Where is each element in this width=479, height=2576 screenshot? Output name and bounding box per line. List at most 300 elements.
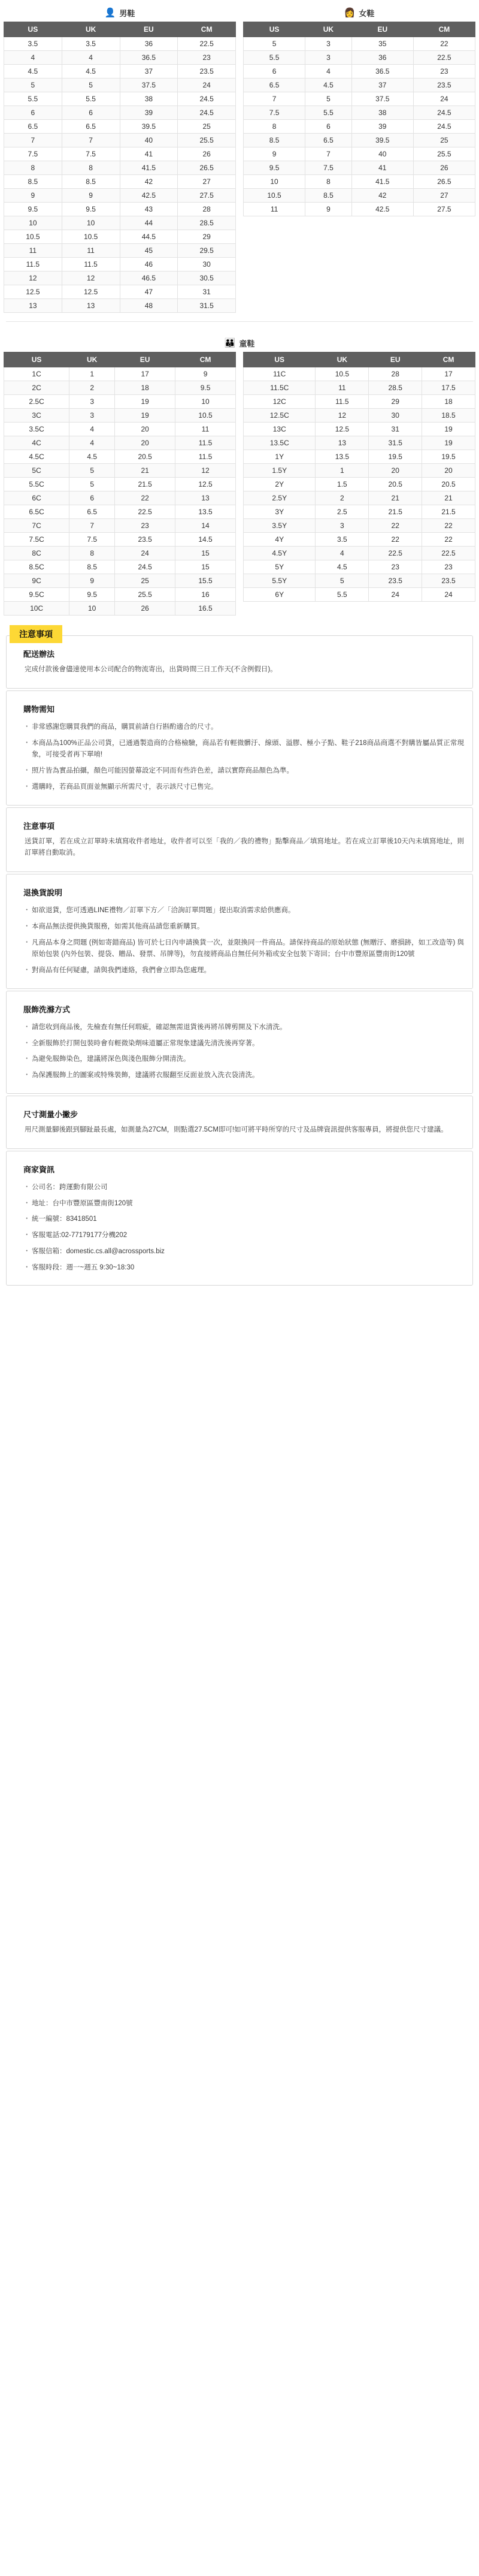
table-cell: 11.5 xyxy=(175,436,236,450)
col-us: US xyxy=(244,352,316,367)
table-cell: 10 xyxy=(4,216,62,230)
table-cell: 7C xyxy=(4,519,69,533)
table-row xyxy=(4,79,236,92)
womens-size-rows xyxy=(244,37,475,216)
table-cell: 20.5 xyxy=(422,478,475,491)
table-cell: 6 xyxy=(244,65,305,79)
kids-size-table-right xyxy=(243,352,475,602)
size-block-mens-womens xyxy=(0,0,479,313)
table-cell: 20 xyxy=(115,423,175,436)
table-cell: 22 xyxy=(369,519,422,533)
list-item: ・ 請您收到商品後，先檢查有無任何瑕疵，確認無需退貨後再將吊牌剪開及下水清洗。 xyxy=(25,1022,464,1034)
mens-size-table-wrap xyxy=(0,2,240,313)
table-cell: 1 xyxy=(316,464,369,478)
table-cell: 46 xyxy=(120,258,178,272)
table-cell: 26 xyxy=(178,147,236,161)
table-cell: 42 xyxy=(120,175,178,189)
table-cell: 13 xyxy=(316,436,369,450)
table-row xyxy=(4,602,236,616)
table-cell: 12 xyxy=(316,409,369,423)
table-cell: 10.5 xyxy=(316,367,369,381)
list-item: ・ 為保護服飾上的圖案或特殊裝飾，建議將衣服翻至反面並放入洗衣袋清洗。 xyxy=(25,1070,464,1082)
kids-size-table-left xyxy=(4,352,236,616)
table-cell: 23.5 xyxy=(369,574,422,588)
table-cell: 6.5 xyxy=(62,120,120,134)
table-cell: 44.5 xyxy=(120,230,178,244)
table-cell: 10.5 xyxy=(175,409,236,423)
table-cell: 15 xyxy=(175,560,236,574)
table-cell: 8 xyxy=(305,175,352,189)
table-cell: 44 xyxy=(120,216,178,230)
table-cell: 10 xyxy=(62,216,120,230)
table-cell: 6 xyxy=(305,120,352,134)
table-row xyxy=(4,588,236,602)
table-row xyxy=(244,189,475,203)
table-cell: 8.5 xyxy=(69,560,115,574)
table-cell: 7.5C xyxy=(4,533,69,547)
table-cell: 14 xyxy=(175,519,236,533)
male-figure-icon: 👤 xyxy=(104,7,116,18)
table-cell: 23.5 xyxy=(422,574,475,588)
col-eu: EU xyxy=(351,22,413,37)
list-item: ・ 公司名：跨運動有限公司 xyxy=(25,1182,464,1194)
table-row xyxy=(4,381,236,395)
table-row xyxy=(4,175,236,189)
table-cell: 24.5 xyxy=(413,120,475,134)
table-cell: 8.5 xyxy=(62,175,120,189)
table-cell: 12.5 xyxy=(175,478,236,491)
table-cell: 19 xyxy=(422,436,475,450)
table-cell: 7.5 xyxy=(4,147,62,161)
kids-size-rows-left xyxy=(4,367,236,616)
table-cell: 41 xyxy=(120,147,178,161)
table-row xyxy=(4,216,236,230)
table-cell: 7 xyxy=(69,519,115,533)
table-cell: 24 xyxy=(422,588,475,602)
table-cell: 5 xyxy=(62,79,120,92)
table-cell: 6.5 xyxy=(244,79,305,92)
table-cell: 9.5 xyxy=(175,381,236,395)
table-row xyxy=(4,491,236,505)
list-item: ・ 對商品有任何疑慮，請與我們連絡，我們會立即為您處理。 xyxy=(25,965,464,977)
table-cell: 22.5 xyxy=(369,547,422,560)
table-cell: 3Y xyxy=(244,505,316,519)
table-row xyxy=(244,37,475,51)
table-row xyxy=(4,65,236,79)
table-cell: 24 xyxy=(115,547,175,560)
table-row xyxy=(4,519,236,533)
table-row xyxy=(4,106,236,120)
table-cell: 21 xyxy=(422,491,475,505)
table-cell: 7.5 xyxy=(305,161,352,175)
table-cell: 19 xyxy=(115,395,175,409)
col-us: US xyxy=(244,22,305,37)
table-row xyxy=(4,272,236,285)
table-cell: 1.5 xyxy=(316,478,369,491)
table-cell: 27 xyxy=(178,175,236,189)
table-cell: 20.5 xyxy=(369,478,422,491)
table-cell: 3.5C xyxy=(4,423,69,436)
table-cell: 28.5 xyxy=(178,216,236,230)
table-header-row xyxy=(244,352,475,367)
table-cell: 2C xyxy=(4,381,69,395)
note-group-title: 注意事項 xyxy=(19,820,59,831)
mens-header xyxy=(4,5,236,20)
table-cell: 11.5 xyxy=(62,258,120,272)
table-cell: 27.5 xyxy=(178,189,236,203)
note-group-title: 商家資訊 xyxy=(19,1163,59,1175)
table-cell: 22 xyxy=(115,491,175,505)
table-cell: 1Y xyxy=(244,450,316,464)
table-cell: 24 xyxy=(413,92,475,106)
table-cell: 8.5C xyxy=(4,560,69,574)
table-row xyxy=(4,574,236,588)
womens-header xyxy=(243,5,475,20)
note-group xyxy=(6,1096,473,1149)
note-list xyxy=(15,1182,464,1274)
table-cell: 12.5C xyxy=(244,409,316,423)
table-cell: 3.5 xyxy=(4,37,62,51)
table-cell: 10 xyxy=(69,602,115,616)
table-cell: 6.5C xyxy=(4,505,69,519)
table-cell: 7.5 xyxy=(244,106,305,120)
table-cell: 6.5 xyxy=(4,120,62,134)
table-cell: 17.5 xyxy=(422,381,475,395)
note-text: 送貨訂單，若在成立訂單時未填寫收件者地址，收件者可以至「我的／我的禮物」點擊商品／填寫地址。若在成立訂單後10天內未填寫地址，則訂單將自動取消。 xyxy=(25,837,464,857)
table-cell: 26.5 xyxy=(413,175,475,189)
kids-size-rows-right xyxy=(244,367,475,602)
table-cell: 9.5 xyxy=(69,588,115,602)
table-row xyxy=(244,423,475,436)
table-cell: 25.5 xyxy=(178,134,236,147)
table-row xyxy=(244,450,475,464)
table-cell: 4 xyxy=(69,436,115,450)
table-cell: 22.5 xyxy=(413,51,475,65)
table-row xyxy=(244,175,475,189)
table-row xyxy=(4,147,236,161)
table-header-row xyxy=(244,22,475,37)
note-group xyxy=(6,874,473,989)
table-cell: 22.5 xyxy=(115,505,175,519)
list-item: ・ 客服電話:02-77179177分機202 xyxy=(25,1230,464,1242)
table-cell: 21 xyxy=(115,464,175,478)
table-row xyxy=(4,51,236,65)
table-row xyxy=(4,505,236,519)
table-cell: 3 xyxy=(316,519,369,533)
table-cell: 31 xyxy=(369,423,422,436)
table-row xyxy=(4,367,236,381)
table-cell: 6 xyxy=(62,106,120,120)
table-cell: 22 xyxy=(422,533,475,547)
col-cm: CM xyxy=(178,22,236,37)
mens-size-rows xyxy=(4,37,236,313)
table-row xyxy=(244,161,475,175)
table-cell: 5.5C xyxy=(4,478,69,491)
table-cell: 22 xyxy=(413,37,475,51)
note-text: 完成付款後會儘速使用本公司配合的物流寄出，出貨時間三日工作天(不含例假日)。 xyxy=(25,666,277,673)
table-cell: 7 xyxy=(305,147,352,161)
table-cell: 5.5 xyxy=(244,51,305,65)
table-cell: 30.5 xyxy=(178,272,236,285)
table-cell: 41.5 xyxy=(120,161,178,175)
table-cell: 24.5 xyxy=(413,106,475,120)
table-cell: 6 xyxy=(69,491,115,505)
table-cell: 10.5 xyxy=(62,230,120,244)
table-cell: 19 xyxy=(115,409,175,423)
table-cell: 18 xyxy=(422,395,475,409)
womens-size-table xyxy=(243,22,475,216)
table-cell: 2.5Y xyxy=(244,491,316,505)
table-cell: 18.5 xyxy=(422,409,475,423)
list-item: ・ 統一編號：83418501 xyxy=(25,1214,464,1226)
table-row xyxy=(244,395,475,409)
list-item: ・ 地址：台中市豐原區豐南街120號 xyxy=(25,1198,464,1210)
list-item: ・ 全新服飾於打開包裝時會有輕微染劑味道屬正常現象建議先清洗後再穿著。 xyxy=(25,1038,464,1050)
table-cell: 4 xyxy=(69,423,115,436)
table-cell: 39.5 xyxy=(351,134,413,147)
table-cell: 42.5 xyxy=(120,189,178,203)
kids-size-table-right-wrap xyxy=(240,352,479,616)
table-row xyxy=(244,79,475,92)
notes-section xyxy=(0,616,479,1286)
table-cell: 30 xyxy=(178,258,236,272)
table-cell: 6C xyxy=(4,491,69,505)
table-cell: 10 xyxy=(244,175,305,189)
table-cell: 13C xyxy=(244,423,316,436)
table-cell: 5 xyxy=(4,79,62,92)
table-row xyxy=(4,161,236,175)
table-cell: 7 xyxy=(4,134,62,147)
table-cell: 13 xyxy=(62,299,120,313)
table-row xyxy=(244,560,475,574)
col-uk: UK xyxy=(69,352,115,367)
table-cell: 38 xyxy=(351,106,413,120)
table-cell: 41.5 xyxy=(351,175,413,189)
col-us: US xyxy=(4,22,62,37)
list-item: ・ 凡商品本身之問題 (例如寄錯商品) 皆可於七日內申請換貨一次，並限換同一件商品。請保持商品的原始狀態 (無贈汙、磨損跡，如工改造等) 與原始包裝 (內外包裝、提袋、贈品、發票、吊牌等)，勿直接將商品自無任何外箱或安全包裝下寄回；台中市豐原區豐南街120號 xyxy=(25,937,464,961)
table-cell: 48 xyxy=(120,299,178,313)
table-cell: 2.5 xyxy=(316,505,369,519)
table-cell: 31.5 xyxy=(369,436,422,450)
list-item: ・ 非常感謝您購買我們的商品，購買前請自行斟酌適合的尺寸。 xyxy=(25,722,464,734)
table-cell: 8 xyxy=(69,547,115,560)
table-cell: 23 xyxy=(178,51,236,65)
table-cell: 5C xyxy=(4,464,69,478)
table-cell: 5 xyxy=(305,92,352,106)
table-cell: 8 xyxy=(62,161,120,175)
table-cell: 28 xyxy=(178,203,236,216)
table-cell: 8 xyxy=(244,120,305,134)
note-group-title: 退換貨說明 xyxy=(19,886,67,898)
table-row xyxy=(244,120,475,134)
table-cell: 1C xyxy=(4,367,69,381)
table-row xyxy=(4,395,236,409)
table-row xyxy=(244,505,475,519)
table-cell: 11.5 xyxy=(4,258,62,272)
note-group-title: 服飾洗滌方式 xyxy=(19,1003,75,1015)
table-cell: 29 xyxy=(369,395,422,409)
table-cell: 8C xyxy=(4,547,69,560)
table-cell: 45 xyxy=(120,244,178,258)
table-cell: 40 xyxy=(120,134,178,147)
table-row xyxy=(244,409,475,423)
table-row xyxy=(244,106,475,120)
note-group xyxy=(6,690,473,806)
table-cell: 15.5 xyxy=(175,574,236,588)
list-item: ・ 本商品為100%正品公司貨，已通過製造商的合格檢驗，商品若有輕微髒汙、線頭、溢膠、極小子點、鞋子218商品商選不對購皆屬品質正常現象，可接受者再下單唷! xyxy=(25,738,464,762)
table-cell: 4.5 xyxy=(316,560,369,574)
table-cell: 9 xyxy=(62,189,120,203)
notes-groups xyxy=(6,635,473,1286)
table-cell: 9 xyxy=(69,574,115,588)
note-text: 用尺測量腳後跟到腳趾最長處，如測量為27CM，則點選27.5CM即可!如可將平時所穿的尺寸及品牌資訊提供客服專員，將提供您尺寸建議。 xyxy=(25,1126,448,1134)
table-row xyxy=(244,147,475,161)
table-cell: 22 xyxy=(422,519,475,533)
table-cell: 4 xyxy=(62,51,120,65)
table-cell: 9.5 xyxy=(62,203,120,216)
table-cell: 5 xyxy=(316,574,369,588)
table-row xyxy=(244,367,475,381)
mens-size-table xyxy=(4,22,236,313)
table-cell: 5Y xyxy=(244,560,316,574)
table-row xyxy=(244,381,475,395)
table-cell: 20.5 xyxy=(115,450,175,464)
womens-label: 女鞋 xyxy=(359,8,375,18)
table-cell: 12C xyxy=(244,395,316,409)
list-item: ・ 本商品無法提供換貨服務，如需其他商品請您重新購買。 xyxy=(25,921,464,933)
table-cell: 23 xyxy=(413,65,475,79)
table-cell: 22.5 xyxy=(178,37,236,51)
table-cell: 39 xyxy=(120,106,178,120)
table-cell: 11.5C xyxy=(244,381,316,395)
note-group xyxy=(6,1151,473,1286)
table-cell: 22.5 xyxy=(422,547,475,560)
table-cell: 3 xyxy=(305,51,352,65)
note-group-title: 購物需知 xyxy=(19,703,59,714)
table-cell: 5.5 xyxy=(4,92,62,106)
table-cell: 38 xyxy=(120,92,178,106)
table-cell: 1.5Y xyxy=(244,464,316,478)
list-item: ・ 如欲退貨，您可透過LINE禮物／訂單下方／「洽詢訂單問題」提出取消需求給供應商。 xyxy=(25,905,464,917)
table-cell: 4 xyxy=(305,65,352,79)
table-cell: 4Y xyxy=(244,533,316,547)
table-cell: 11 xyxy=(62,244,120,258)
note-group-title: 配送辦法 xyxy=(19,648,59,659)
table-cell: 13 xyxy=(4,299,62,313)
table-cell: 25 xyxy=(178,120,236,134)
col-eu: EU xyxy=(115,352,175,367)
table-row xyxy=(244,436,475,450)
table-cell: 8.5 xyxy=(305,189,352,203)
table-cell: 8 xyxy=(4,161,62,175)
table-cell: 15 xyxy=(175,547,236,560)
table-cell: 10 xyxy=(175,395,236,409)
table-row xyxy=(244,478,475,491)
list-item: ・ 為避免服飾染色，建議將深色與淺色服飾分開清洗。 xyxy=(25,1054,464,1066)
table-cell: 43 xyxy=(120,203,178,216)
table-cell: 20 xyxy=(422,464,475,478)
table-cell: 31.5 xyxy=(178,299,236,313)
table-cell: 11 xyxy=(316,381,369,395)
table-cell: 24.5 xyxy=(178,92,236,106)
col-cm: CM xyxy=(422,352,475,367)
table-row xyxy=(244,51,475,65)
table-cell: 12 xyxy=(62,272,120,285)
table-cell: 10C xyxy=(4,602,69,616)
note-group-title: 尺寸測量小撇步 xyxy=(19,1108,83,1120)
table-cell: 3 xyxy=(69,409,115,423)
table-cell: 7.5 xyxy=(69,533,115,547)
table-cell: 21.5 xyxy=(369,505,422,519)
list-item: ・ 客服信箱：domestic.cs.all@acrossports.biz xyxy=(25,1246,464,1258)
table-cell: 11 xyxy=(175,423,236,436)
table-cell: 9 xyxy=(305,203,352,216)
note-group xyxy=(6,807,473,873)
table-cell: 25 xyxy=(115,574,175,588)
table-cell: 6.5 xyxy=(305,134,352,147)
kids-figure-icon: 👪 xyxy=(224,337,236,348)
table-cell: 36.5 xyxy=(120,51,178,65)
table-cell: 37 xyxy=(351,79,413,92)
table-cell: 36 xyxy=(120,37,178,51)
table-row xyxy=(4,203,236,216)
table-cell: 35 xyxy=(351,37,413,51)
table-cell: 4.5C xyxy=(4,450,69,464)
note-list xyxy=(15,905,464,977)
table-cell: 41 xyxy=(351,161,413,175)
table-cell: 4.5 xyxy=(62,65,120,79)
table-cell: 5.5Y xyxy=(244,574,316,588)
table-row xyxy=(4,423,236,436)
table-cell: 3.5 xyxy=(316,533,369,547)
table-cell: 4 xyxy=(4,51,62,65)
table-cell: 19.5 xyxy=(369,450,422,464)
table-cell: 6Y xyxy=(244,588,316,602)
table-cell: 12.5 xyxy=(316,423,369,436)
table-cell: 23 xyxy=(115,519,175,533)
table-row xyxy=(4,244,236,258)
table-cell: 25.5 xyxy=(413,147,475,161)
table-cell: 13.5 xyxy=(316,450,369,464)
table-cell: 5 xyxy=(69,478,115,491)
table-cell: 8.5 xyxy=(244,134,305,147)
note-list xyxy=(15,1022,464,1082)
table-cell: 18 xyxy=(115,381,175,395)
table-cell: 3C xyxy=(4,409,69,423)
table-row xyxy=(4,560,236,574)
table-row xyxy=(4,478,236,491)
table-row xyxy=(4,134,236,147)
table-cell: 24.5 xyxy=(178,106,236,120)
table-cell: 39.5 xyxy=(120,120,178,134)
table-cell: 17 xyxy=(115,367,175,381)
table-cell: 46.5 xyxy=(120,272,178,285)
table-cell: 28.5 xyxy=(369,381,422,395)
table-cell: 24.5 xyxy=(115,560,175,574)
table-row xyxy=(4,299,236,313)
table-cell: 47 xyxy=(120,285,178,299)
table-cell: 12.5 xyxy=(4,285,62,299)
table-cell: 37.5 xyxy=(120,79,178,92)
table-cell: 5.5 xyxy=(305,106,352,120)
table-cell: 16 xyxy=(175,588,236,602)
table-cell: 6.5 xyxy=(69,505,115,519)
table-row xyxy=(4,547,236,560)
table-cell: 7 xyxy=(244,92,305,106)
col-eu: EU xyxy=(369,352,422,367)
table-cell: 24 xyxy=(369,588,422,602)
col-cm: CM xyxy=(175,352,236,367)
